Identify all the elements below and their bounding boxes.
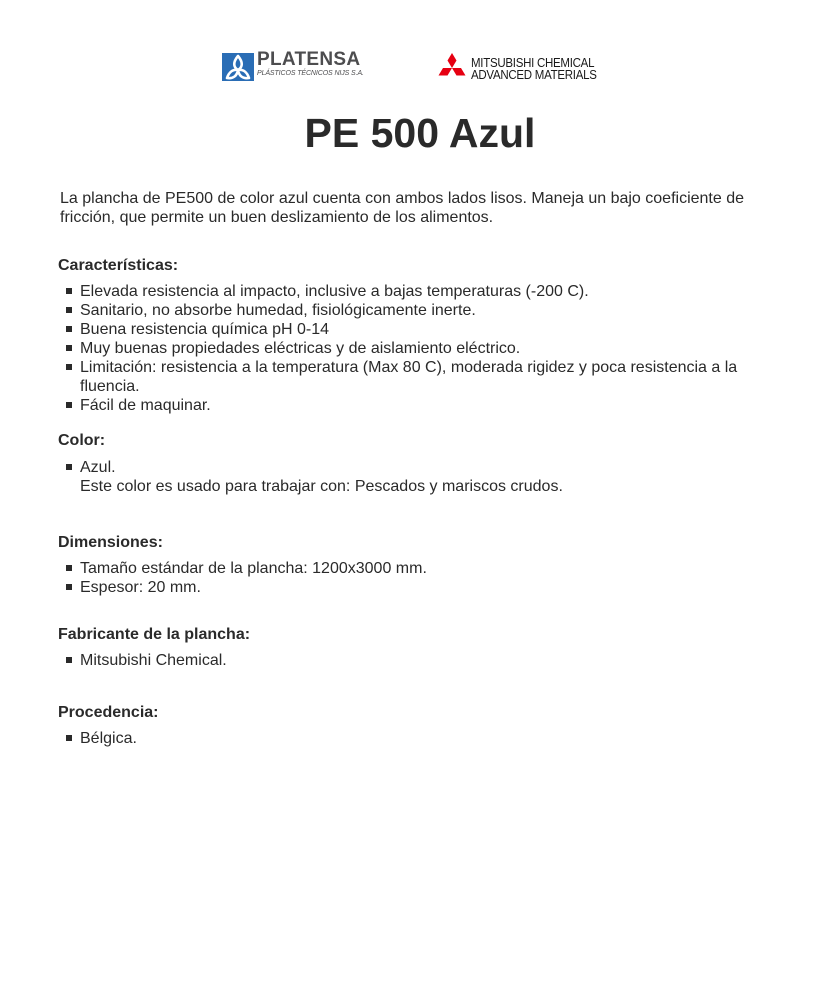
list-item: [58, 651, 778, 670]
mitsubishi-line1: MITSUBISHI CHEMICAL: [471, 56, 595, 70]
list-item: [58, 729, 778, 748]
bullet-square-icon: [66, 584, 72, 590]
platensa-subtitle: PLÁSTICOS TÉCNICOS NIJS S.A.: [257, 70, 364, 77]
bullet-square-icon: [66, 464, 72, 470]
section-caracteristicas: [58, 256, 778, 415]
platensa-name: PLATENSA: [257, 49, 361, 70]
intro-paragraph: La plancha de PE500 de color azul cuenta con ambos lados lisos. Maneja un bajo coeficiente de fricción, que permite un buen deslizamiento de los alimentos.: [60, 190, 745, 226]
bullet-list: [58, 458, 778, 496]
list-item: [58, 320, 778, 339]
list-item-note: Este color es usado para trabajar con: Pescados y mariscos crudos.: [80, 478, 563, 495]
list-item-text: Limitación: resistencia a la temperatura (Max 80 C), moderada rigidez y poca resistencia a la fluencia.: [80, 359, 738, 395]
list-item-text: Tamaño estándar de la plancha: 1200x3000 mm.: [80, 560, 427, 577]
bullet-list: [58, 729, 778, 748]
bullet-square-icon: [66, 402, 72, 408]
bullet-square-icon: [66, 326, 72, 332]
list-item-text: Elevada resistencia al impacto, inclusive a bajas temperaturas (-200 C).: [80, 283, 589, 300]
list-item-text: Sanitario, no absorbe humedad, fisiológicamente inerte.: [80, 302, 476, 319]
list-item-text: Muy buenas propiedades eléctricas y de aislamiento eléctrico.: [80, 340, 521, 357]
list-item: [58, 458, 778, 496]
section-heading: Fabricante de la plancha:: [58, 626, 251, 643]
bullet-square-icon: [66, 565, 72, 571]
list-item: [58, 339, 778, 358]
section-color: [58, 431, 778, 496]
bullet-list: [58, 282, 778, 415]
list-item-text: Azul.: [80, 459, 116, 476]
bullet-square-icon: [66, 657, 72, 663]
bullet-square-icon: [66, 307, 72, 313]
section-heading: Color:: [58, 432, 106, 449]
list-item-text: Bélgica.: [80, 730, 137, 747]
list-item: [58, 301, 778, 320]
list-item-text: Mitsubishi Chemical.: [80, 652, 227, 669]
section-heading: Características:: [58, 257, 179, 274]
section-procedencia: [58, 703, 778, 748]
list-item-text: Buena resistencia química pH 0-14: [80, 321, 330, 338]
list-item: [58, 559, 778, 578]
logos-header: [0, 49, 840, 84]
list-item: [58, 282, 778, 301]
section-fabricante: [58, 625, 778, 670]
bullet-square-icon: [66, 735, 72, 741]
three-diamonds-icon: [436, 53, 468, 81]
list-item: [58, 396, 778, 415]
mitsubishi-line2: ADVANCED MATERIALS: [471, 68, 597, 82]
list-item-text: Espesor: 20 mm.: [80, 579, 201, 596]
list-item-text: Fácil de maquinar.: [80, 397, 211, 414]
section-heading: Procedencia:: [58, 704, 159, 721]
bullet-square-icon: [66, 364, 72, 370]
page-title: PE 500 Azul: [304, 110, 536, 156]
bullet-square-icon: [66, 288, 72, 294]
list-item: [58, 578, 778, 597]
bullet-list: [58, 651, 778, 670]
section-heading: Dimensiones:: [58, 534, 163, 551]
platensa-trefoil-icon: [222, 53, 254, 81]
section-dimensiones: [58, 533, 778, 597]
list-item: [58, 358, 778, 396]
bullet-list: [58, 559, 778, 597]
bullet-square-icon: [66, 345, 72, 351]
